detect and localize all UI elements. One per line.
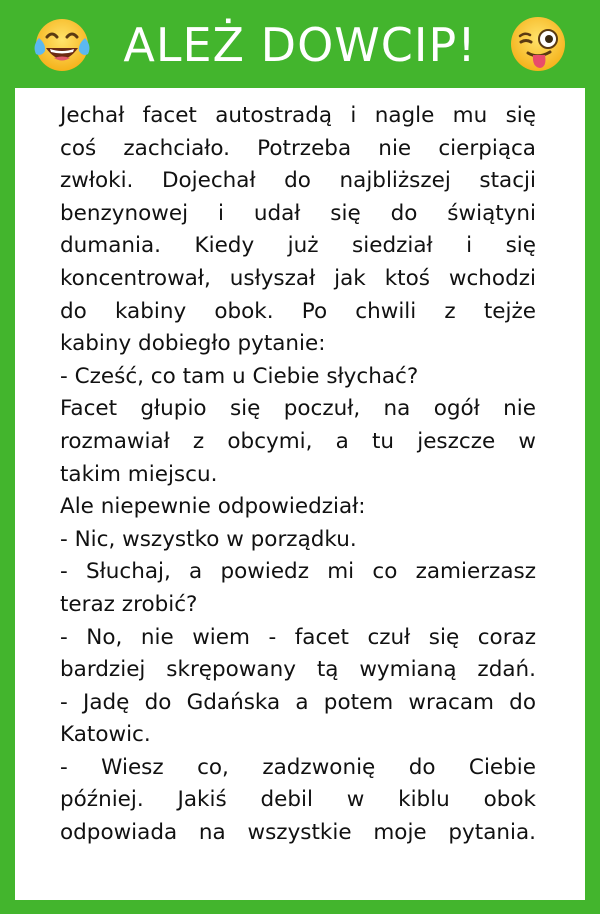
story-line: benzynowej i udał się do świątyni — [60, 200, 536, 226]
story-line: - Nic, wszystko w porządku. — [60, 526, 357, 552]
story-line: Facet głupio się poczuł, na ogół nie — [60, 396, 536, 422]
story-line: - Jadę do Gdańska a potem wracam do — [60, 689, 536, 715]
joke-text — [60, 100, 536, 850]
story-line: Ale niepewnie odpowiedział: — [60, 494, 366, 520]
story-line: teraz zrobić? — [60, 591, 198, 617]
story-line: dumania. Kiedy już siedział i się — [60, 233, 536, 259]
page-title: ALEŻ DOWCIP! — [123, 18, 477, 72]
story-line: - Wiesz co, zadzwonię do Ciebie — [60, 754, 536, 780]
story-line: odpowiada na wszystkie moje pytania. — [60, 820, 536, 846]
story-line: coś zachciało. Potrzeba nie cierpiąca — [60, 135, 536, 161]
story-line: takim miejscu. — [60, 461, 218, 487]
story-line: Jechał facet autostradą i nagle mu się — [60, 103, 536, 128]
story-line: - No, nie wiem - facet czuł się coraz — [60, 624, 536, 650]
story-line: Katowic. — [60, 722, 151, 748]
story-line: do kabiny obok. Po chwili z tejże — [60, 298, 536, 324]
story-line: koncentrował, usłyszał jak ktoś wchodzi — [60, 265, 536, 291]
header-bar — [0, 0, 600, 88]
winking-face-with-tongue-icon — [506, 12, 570, 76]
story-line: kabiny dobiegło pytanie: — [60, 331, 326, 357]
story-line: - Słuchaj, a powiedz mi co zamierzasz — [60, 559, 536, 585]
story-line: bardziej skrępowany tą wymianą zdań. — [60, 657, 536, 683]
story-line: rozmawiał z obcymi, a tu jeszcze w — [60, 428, 536, 454]
story-line: zwłoki. Dojechał do najbliższej stacji — [60, 168, 536, 194]
story-line: później. Jakiś debil w kiblu obok — [60, 787, 536, 813]
story-line: - Cześć, co tam u Ciebie słychać? — [60, 363, 419, 389]
